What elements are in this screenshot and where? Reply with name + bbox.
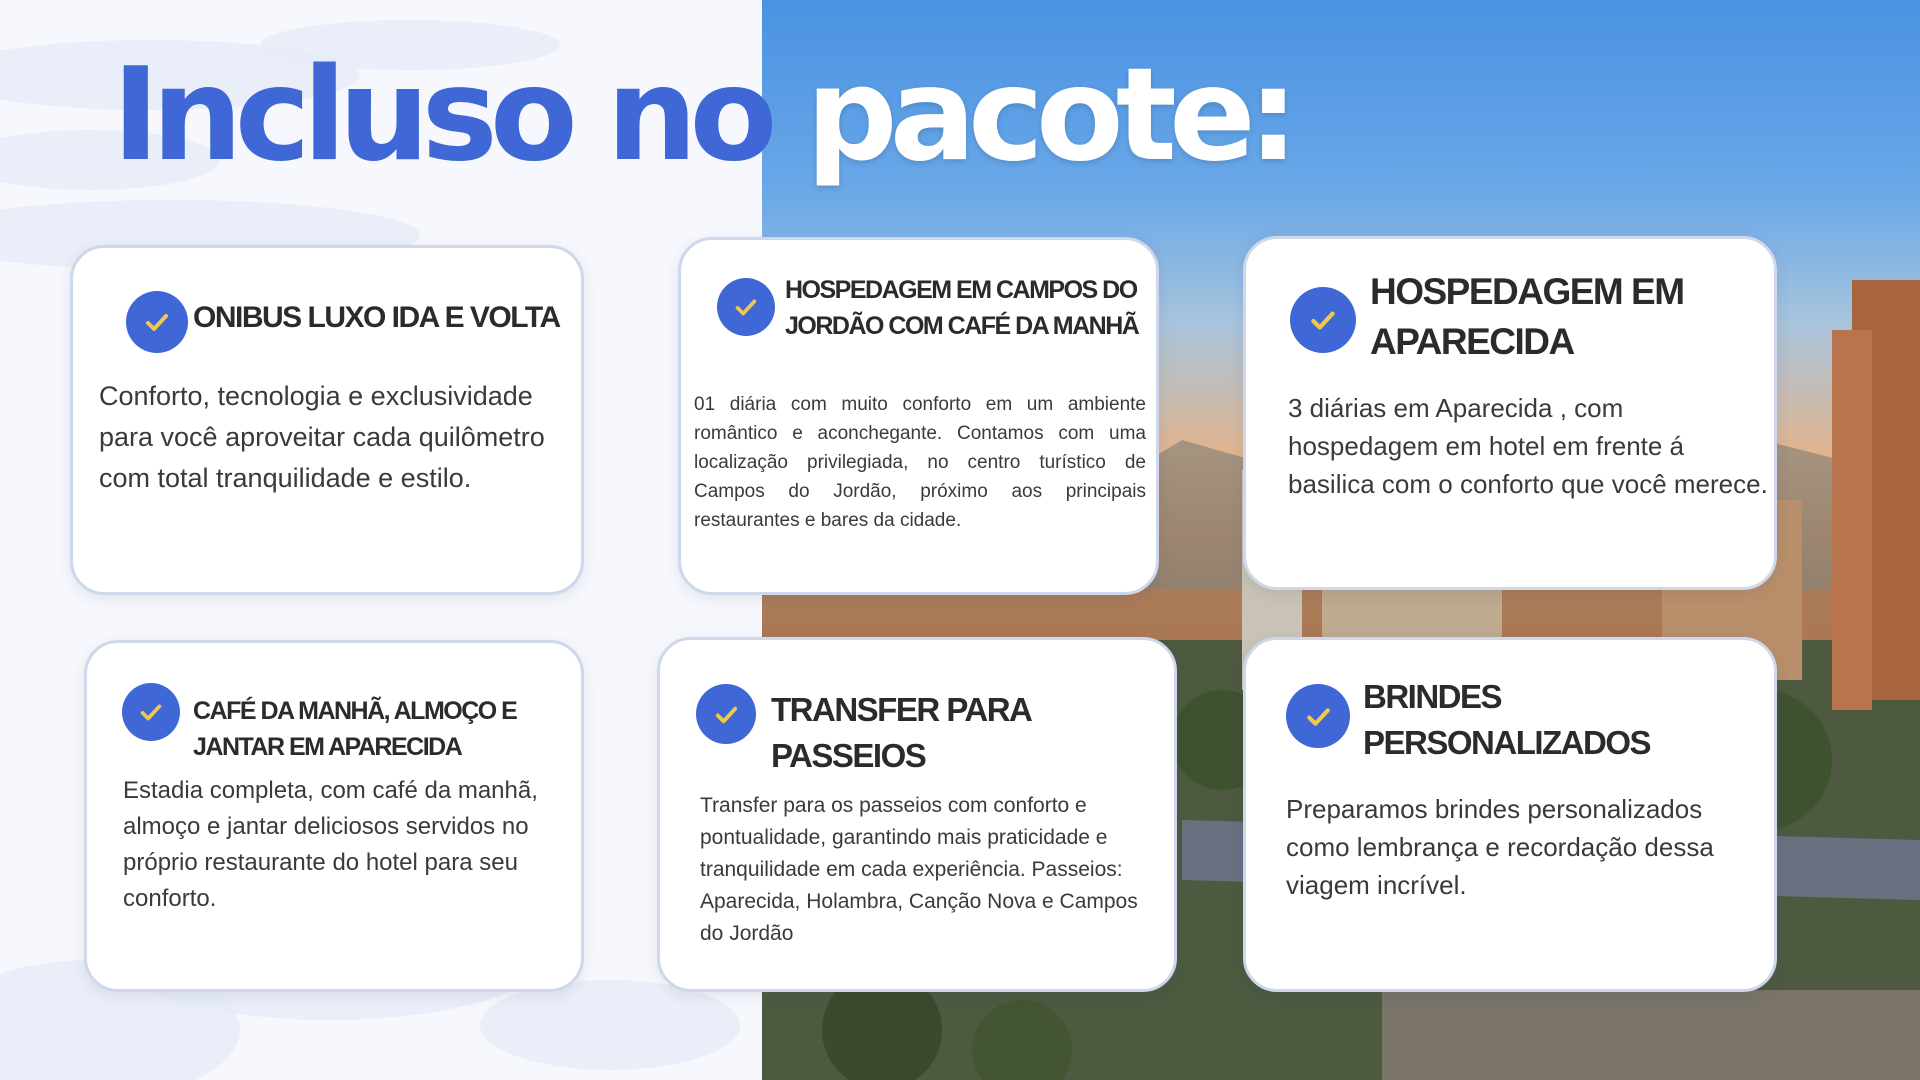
card-heading: ONIBUS LUXO IDA E VOLTA: [193, 301, 560, 334]
card-refeicoes: [84, 640, 584, 992]
check-circle-icon: [126, 291, 188, 353]
card-text: Estadia completa, com café da manhã, almoço e jantar deliciosos servidos no próprio restaurante do hotel para seu conforto.: [123, 777, 538, 912]
card-brindes: [1243, 637, 1777, 992]
check-circle-icon: [1286, 684, 1350, 748]
check-circle-icon: [1290, 287, 1356, 353]
card-text: Transfer para os passeios com conforto e pontualidade, garantindo mais praticidade e tranquilidade em cada experiência. Passeios: Aparecida, Holambra, Canção Nova e Campos do Jordão: [700, 794, 1138, 945]
card-heading: TRANSFER PARA PASSEIOS: [771, 691, 1031, 774]
title-part-2: pacote:: [805, 41, 1291, 190]
card-hospedagem-aparecida: [1243, 236, 1777, 590]
check-circle-icon: [696, 684, 756, 744]
card-onibus: [70, 245, 584, 595]
card-heading: HOSPEDAGEM EM CAMPOS DO JORDÃO COM CAFÉ DA MANHÃ: [785, 276, 1139, 340]
card-hospedagem-campos: [678, 237, 1159, 595]
check-circle-icon: [717, 278, 775, 336]
card-text: Conforto, tecnologia e exclusividade para você aproveitar cada quilômetro com total tranquilidade e estilo.: [99, 381, 545, 493]
card-text: Preparamos brindes personalizados como lembrança e recordação dessa viagem incrível.: [1286, 794, 1714, 900]
check-circle-icon: [122, 683, 180, 741]
card-text: 01 diária com muito conforto em um ambiente romântico e aconchegante. Contamos com uma localização privilegiada, no centro turístico de Campos do Jordão, próximo aos principais restaurantes e bares da cidade.: [694, 394, 1146, 531]
title-part-1: Incluso no: [112, 41, 770, 190]
card-heading: BRINDES PERSONALIZADOS: [1363, 678, 1651, 761]
card-heading: CAFÉ DA MANHÃ, ALMOÇO E JANTAR EM APARECIDA: [193, 697, 517, 761]
page-title: [112, 41, 1291, 190]
card-text: 3 diárias em Aparecida , com hospedagem em hotel em frente á basilica com o conforto que você merece.: [1288, 393, 1768, 499]
card-transfer: [657, 637, 1177, 992]
card-heading: HOSPEDAGEM EM APARECIDA: [1370, 271, 1684, 362]
